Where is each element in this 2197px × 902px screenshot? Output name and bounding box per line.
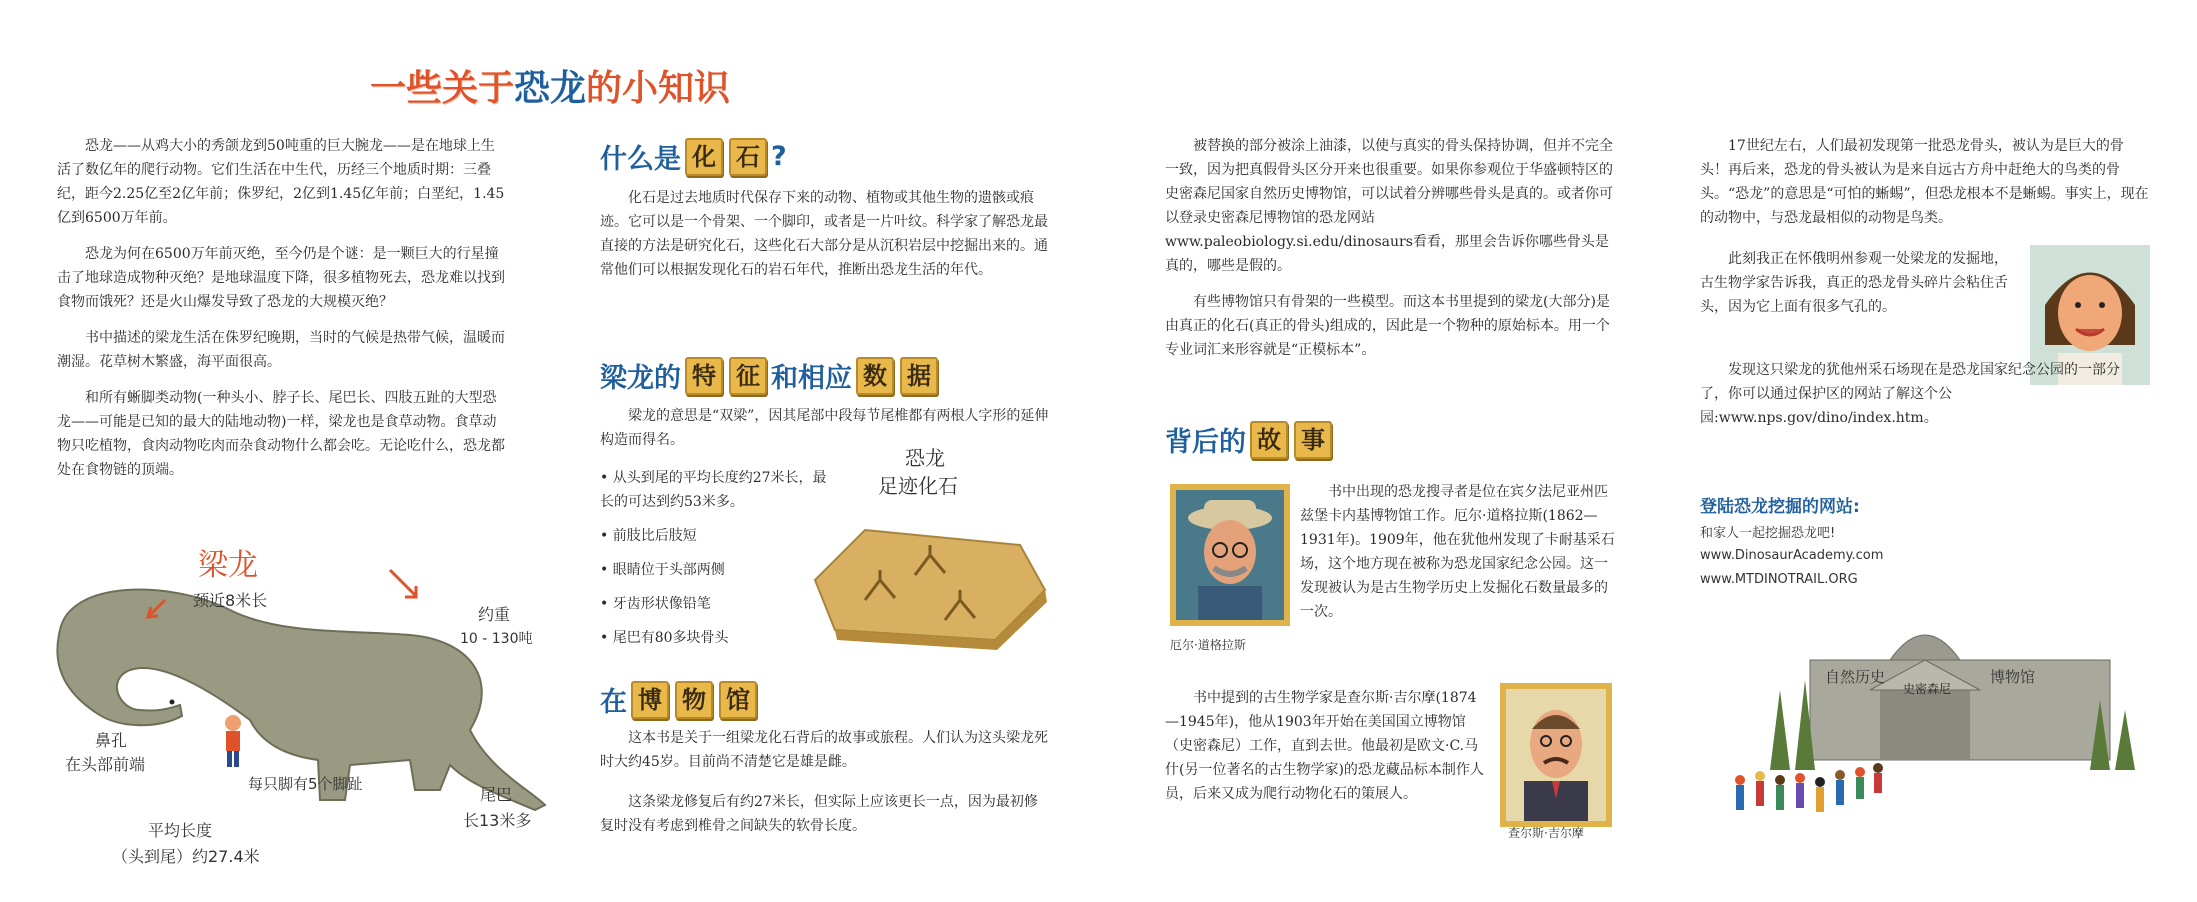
length-label-1: 平均长度: [148, 821, 213, 840]
title-part1: 一些关于: [370, 68, 515, 109]
sec1-prefix: 什么是: [600, 144, 681, 175]
feature-item: • 眼睛位于头部两侧: [600, 558, 830, 582]
sec-story-prefix: 背后的: [1165, 427, 1246, 458]
links-subtitle: 和家人一起挖掘恐龙吧!: [1700, 526, 1836, 541]
neck-label: 颈近8米长: [193, 591, 268, 610]
feature-item: • 前肢比后肢短: [600, 524, 830, 548]
footprint-label-1: 恐龙: [905, 446, 945, 470]
museum-sign-3: 博物馆: [1990, 668, 2036, 686]
museum-building-drawing: [1720, 600, 2150, 830]
col1-p4: 和所有蜥脚类动物(一种头小、脖子长、尾巴长、四肢五趾的大型恐龙——可能是已知的最大的陆地动物)一样，梁龙也是食草动物。食草动物只吃植物，食肉动物吃肉而杂食动物什么都会吃。无论吃什么，恐龙都处在食物链的顶端。: [57, 390, 505, 478]
museum-sign-2: 史密森尼: [1903, 682, 1952, 696]
col4-p3: 发现这只梁龙的犹他州采石场现在是恐龙国家纪念公园的一部分了，你可以通过保护区的网站了解这个公园:www.nps.gov/dino/index.htm。: [1700, 362, 2120, 426]
section-museum: [600, 680, 759, 719]
length-label-2: （头到尾）约27.4米: [112, 847, 260, 866]
col4-p2: 此刻我正在怀俄明州参观一处梁龙的发掘地，古生物学家告诉我，真正的恐龙骨头碎片会粘住舌头，因为它上面有很多气孔的。: [1700, 251, 2008, 315]
tile-shi: 石: [729, 138, 767, 176]
section-features: [600, 356, 940, 395]
section-what-is-fossil: [600, 137, 787, 176]
tile-wu: 物: [675, 681, 713, 719]
portrait-earl-douglass: [1170, 484, 1290, 626]
col3-p2: 有些博物馆只有骨架的一些模型。而这本书里提到的梁龙(大部分)是由真正的化石(真正的骨头)组成的，因此是一个物种的原始标本。用一个专业词汇来形容就是“正模标本”。: [1165, 294, 1610, 358]
features-intro: 梁龙的意思是“双梁”，因其尾部中段每节尾椎都有两根人字形的延伸构造而得名。: [600, 408, 1049, 448]
tile-bo: 博: [631, 681, 669, 719]
mtdinotrail-link[interactable]: www.MTDINOTRAIL.ORG: [1700, 572, 1858, 587]
tile-guan: 馆: [719, 681, 757, 719]
tail-label-2: 长13米多: [463, 811, 532, 830]
sec1-suffix: ?: [771, 141, 787, 172]
dino-name-label: 梁龙: [198, 548, 258, 583]
tile-shu: 数: [856, 357, 894, 395]
dinosaur-academy-link[interactable]: www.DinosaurAcademy.com: [1700, 548, 1884, 563]
col3-p1: 被替换的部分被涂上油漆，以使与真实的骨头保持协调，但并不完全一致，因为把真假骨头区分开来也很重要。如果你参观位于华盛顿特区的史密森尼国家自然历史博物馆，可以试着分辨哪些骨头是真的。或者你可以登录史密森尼博物馆的恐龙网站www.paleobiology.si.edu/dinosaurs看看，那里会告诉你哪些骨头是真的，哪些是假的。: [1165, 138, 1613, 274]
feature-item: • 牙齿形状像铅笔: [600, 592, 830, 616]
charles-gilmore-portrait-drawing: [1506, 689, 1606, 821]
sec3-prefix: 在: [600, 687, 627, 718]
footprint-label-2: 足迹化石: [878, 474, 958, 498]
col1-text: [57, 134, 507, 482]
col1-p3: 书中描述的梁龙生活在侏罗纪晚期，当时的气候是热带气候，温暖而潮湿。花草树木繁盛，海平面很高。: [57, 330, 505, 370]
feature-item: • 尾巴有80多块骨头: [600, 626, 830, 650]
page-title: [370, 60, 730, 111]
title-part3: 的小知识: [586, 68, 731, 109]
sec2-middle: 和相应: [771, 363, 852, 394]
section-story: [1165, 420, 1334, 459]
museum-sign-1: 自然历史: [1825, 668, 1886, 686]
portrait-charles-gilmore: [1500, 683, 1612, 827]
earl-douglass-portrait-drawing: [1176, 490, 1284, 620]
sec2-prefix: 梁龙的: [600, 363, 681, 394]
tile-shi2: 事: [1294, 421, 1332, 459]
nostril-label-2: 在头部前端: [65, 755, 146, 774]
col3-p3: 书中出现的恐龙搜寻者是位在宾夕法尼亚州匹兹堡卡内基博物馆工作。厄尔·道格拉斯(1862—1931年)。1909年，他在犹他州发现了卡耐基采石场，这个地方现在被称为恐龙国家纪念公园。这一发现被认为是古生物学历史上发掘化石数量最多的一次。: [1300, 484, 1615, 620]
feet-label: 每只脚有5个脚趾: [248, 775, 363, 793]
tile-hua: 化: [685, 138, 723, 176]
nostril-label-1: 鼻孔: [95, 731, 128, 750]
feature-item: • 从头到尾的平均长度约27米长，最长的可达到约53米多。: [600, 466, 830, 514]
fossil-text: 化石是过去地质时代保存下来的动物、植物或其他生物的遗骸或痕迹。它可以是一个骨架、一个脚印，或者是一片叶纹。科学家了解恐龙最直接的方法是研究化石，这些化石大部分是从沉积岩层中挖掘出来的。通常他们可以根据发现化石的岩石年代，推断出恐龙生活的年代。: [600, 190, 1048, 278]
caption-earl-douglass: 厄尔·道格拉斯: [1170, 638, 1246, 652]
tile-te: 特: [685, 357, 723, 395]
col1-p2: 恐龙为何在6500万年前灭绝，至今仍是个谜：是一颗巨大的行星撞击了地球造成物种灭绝？是地球温度下降，很多植物死去，恐龙难以找到食物而饿死？还是火山爆发导致了恐龙的大规模灭绝？: [57, 246, 505, 310]
weight-label-1: 约重: [478, 605, 511, 624]
footprint-fossil-image: [795, 510, 1055, 650]
museum-p1: 这本书是关于一组梁龙化石背后的故事或旅程。人们认为这头梁龙死时大约45岁。目前尚不清楚它是雄是雌。: [600, 730, 1048, 770]
col3-top-text: [1165, 134, 1615, 362]
museum-illustration: [1720, 600, 2150, 830]
tile-ju: 据: [900, 357, 938, 395]
fossil-slab-drawing: [795, 510, 1055, 650]
tail-label-1: 尾巴: [480, 785, 513, 804]
tile-zheng: 征: [729, 357, 767, 395]
col1-p1: 恐龙——从鸡大小的秀颌龙到50吨重的巨大腕龙——是在地球上生活了数亿年的爬行动物。它们生活在中生代，历经三个地质时期：三叠纪，距今2.25亿至2亿年前；侏罗纪，2亿到1.45亿年前；白垩纪，1.45亿到6500万年前。: [57, 138, 505, 226]
col4-p1: 17世纪左右，人们最初发现第一批恐龙骨头，被认为是巨大的骨头！再后来，恐龙的骨头被认为是来自远古方舟中赶绝大的鸟类的骨头。“恐龙”的意思是“可怕的蜥蜴”，但恐龙根本不是蜥蜴。事实上，现在的动物中，与恐龙最相似的动物是鸟类。: [1700, 138, 2149, 226]
col3-p4: 书中提到的古生物学家是查尔斯·吉尔摩(1874—1945年)，他从1903年开始在美国国立博物馆（史密森尼）工作，直到去世。他最初是欧文·C.马什(另一位著名的古生物学家)的恐龙藏品标本制作人员，后来又成为爬行动物化石的策展人。: [1165, 690, 1484, 802]
tile-gu: 故: [1250, 421, 1288, 459]
links-title: 登陆恐龙挖掘的网站:: [1700, 497, 1860, 517]
museum-p2: 这条梁龙修复后有约27米长，但实际上应该更长一点，因为最初修复时没有考虑到椎骨之间缺失的软骨长度。: [600, 794, 1038, 834]
caption-charles-gilmore: 查尔斯·吉尔摩: [1508, 826, 1584, 840]
title-part2: 恐龙: [514, 68, 587, 109]
weight-label-2: 10 - 130吨: [460, 631, 533, 647]
